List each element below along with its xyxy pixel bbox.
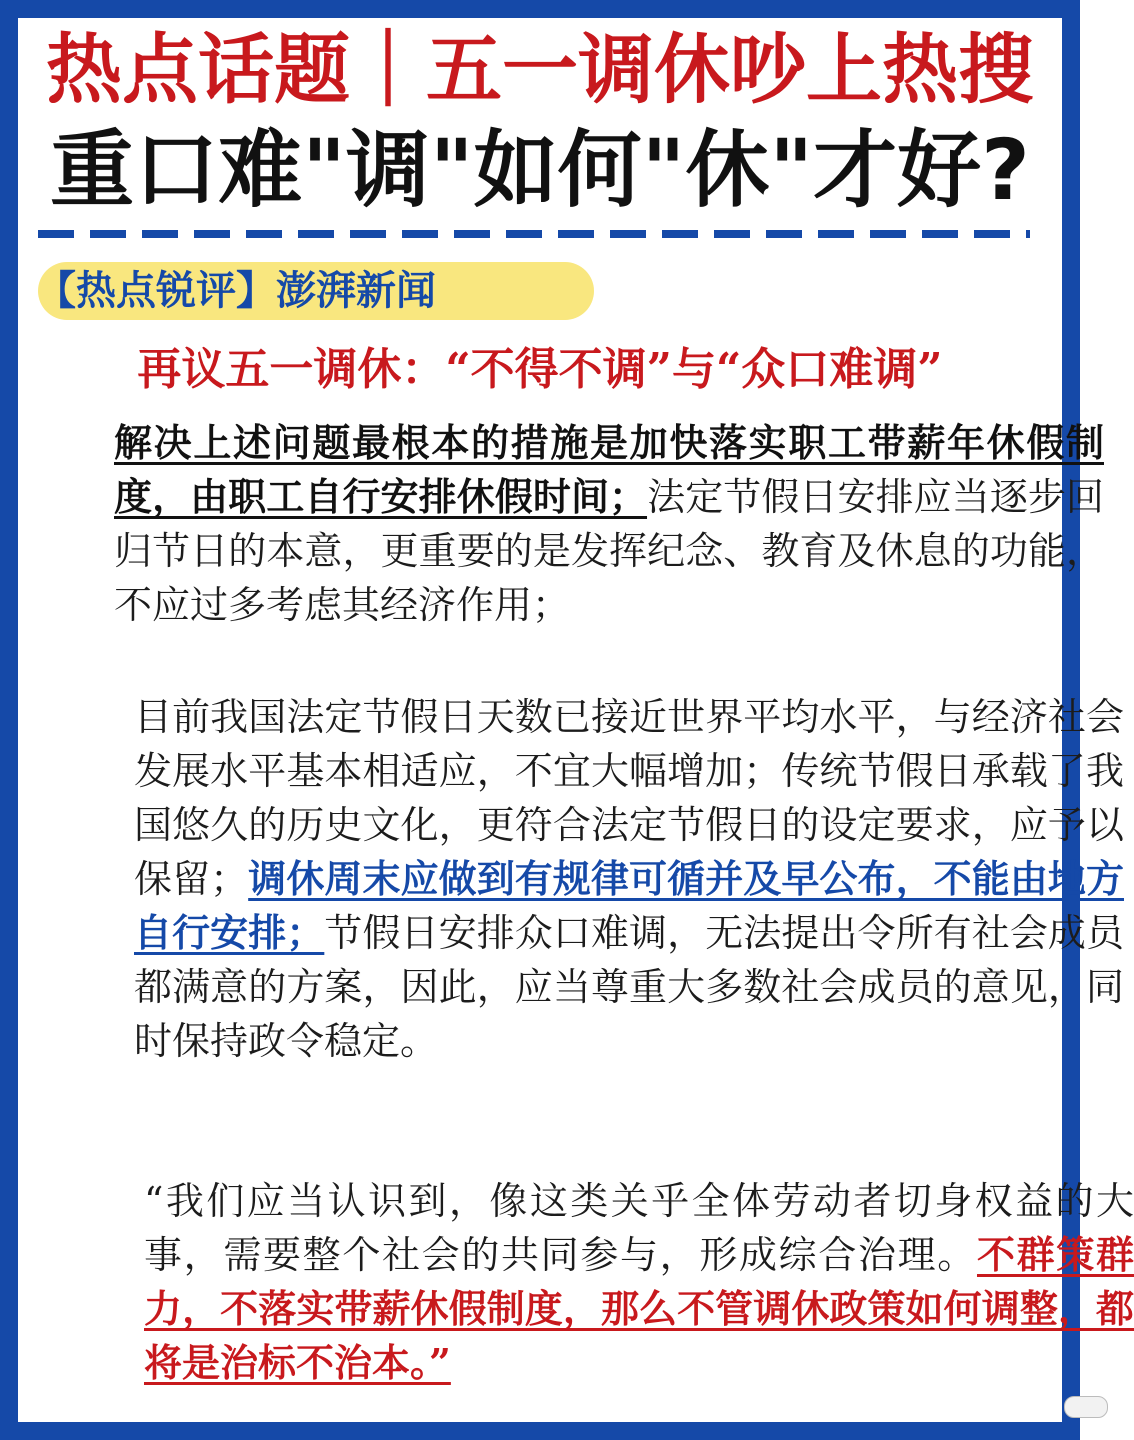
paragraph-1 [38,416,1104,632]
paragraph-3-highlight: 不群策群力，不落实带薪休假制度，那么不管调休政策如何调整，都将是治标不治本。” [144,1232,1134,1385]
paragraph-1-text: 法定节假日安排应当逐步回归节日的本意，更重要的是发挥纪念、教育及休息的功能，不应过多考虑其经济作用； [114,475,1104,627]
watermark-logo [1064,1396,1108,1418]
article-subtitle: 再议五一调休：“不得不调”与“众口难调” [137,344,943,395]
title-line-1: 热点话题｜五一调休吵上热搜 [46,25,1034,114]
paragraph-3 [38,1174,1134,1390]
paragraph-2-text-before: 目前我国法定节假日天数已接近世界平均水平，与经济社会发展水平基本相适应，不宜大幅增加；传统节假日承载了我国悠久的历史文化，更符合法定节假日的设定要求，应予以保留； [134,695,1124,901]
source-tag-label: 【热点锐评】澎湃新闻 [36,268,436,314]
dashed-divider [38,230,1030,238]
title-line-2: 重口难"调"如何"休"才好? [50,121,1030,219]
paragraph-2 [38,690,1124,1068]
paragraph-2-highlight: 调休周末应做到有规律可循并及早公布，不能由地方自行安排； [134,856,1124,955]
paragraph-3-text: “我们应当认识到，像这类关乎全体劳动者切身权益的大事，需要整个社会的共同参与，形成综合治理。 [144,1179,1134,1277]
paragraph-2-text-after: 节假日安排众口难调，无法提出令所有社会成员都满意的方案，因此，应当尊重大多数社会成员的意见，同时保持政令稳定。 [134,911,1124,1063]
paragraph-1-highlight: 解决上述问题最根本的措施是加快落实职工带薪年休假制度，由职工自行安排休假时间； [114,420,1104,519]
